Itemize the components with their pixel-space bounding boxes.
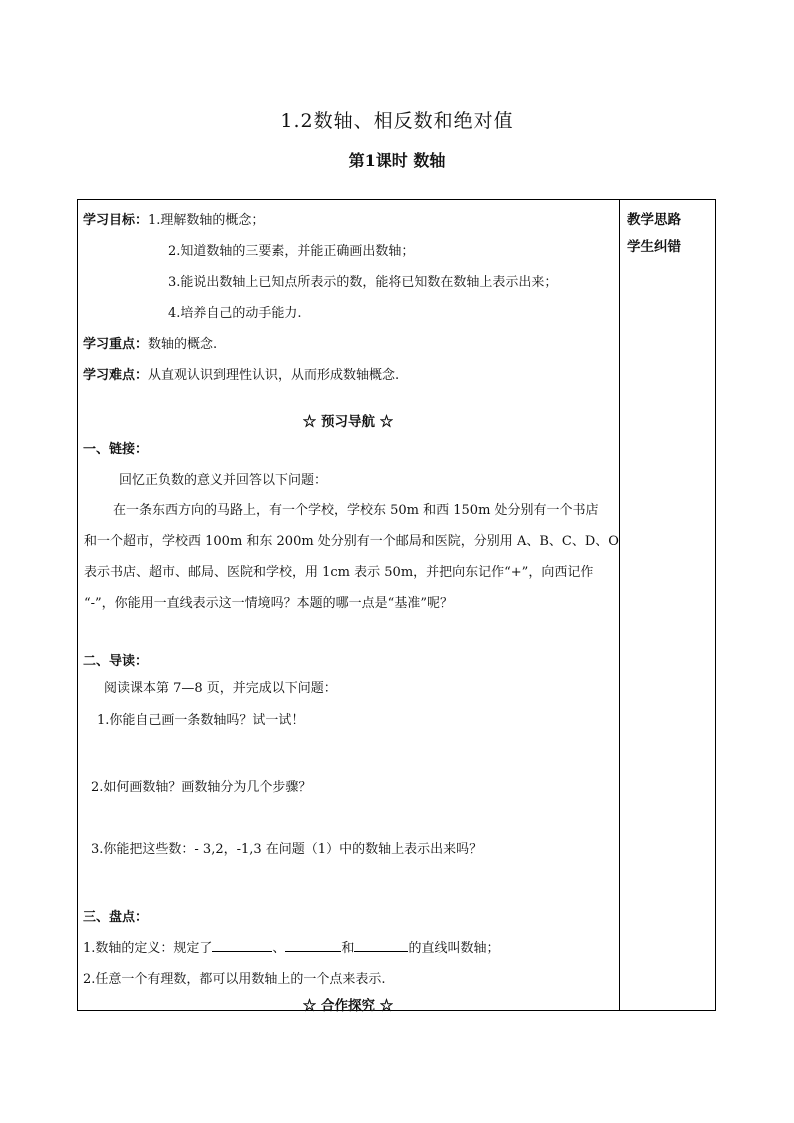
problem-line: “-”，你能用一直线表示这一情境吗？本题的哪一点是“基准”呢？	[84, 596, 453, 611]
guide-question: 2.如何画数轴？画数轴分为几个步骤？	[91, 780, 312, 795]
sidebar-corrections: 学生纠错	[627, 239, 681, 255]
objective-item: 2.知道数轴的三要素，并能正确画出数轴；	[168, 244, 415, 259]
key-point-text: 数轴的概念.	[148, 337, 218, 352]
column-divider	[619, 199, 620, 1011]
section2-intro: 阅读课本第 7—8 页，并完成以下问题：	[104, 681, 337, 696]
sidebar-teaching-ideas: 教学思路	[627, 212, 681, 228]
definition-suffix: 的直线叫数轴；	[408, 941, 500, 956]
fill-blank-3[interactable]	[354, 937, 408, 952]
page-title: 1.2数轴、相反数和绝对值	[280, 110, 514, 132]
preview-heading: ☆ 预习导航 ☆	[302, 414, 394, 430]
objective-item: 1.理解数轴的概念；	[148, 213, 265, 228]
objective-row-1	[83, 209, 264, 228]
section1-intro: 回忆正负数的意义并回答以下问题：	[119, 473, 328, 488]
summary-item-1	[83, 937, 499, 956]
fill-blank-2[interactable]	[285, 937, 341, 952]
cooperate-heading: ☆ 合作探究 ☆	[302, 998, 394, 1014]
objective-item: 3.能说出数轴上已知点所表示的数，能将已知数在数轴上表示出来；	[168, 275, 558, 290]
section3-heading: 三、盘点：	[83, 910, 149, 925]
difficulty-text: 从直观认识到理性认识，从而形成数轴概念.	[148, 368, 400, 383]
lesson-subtitle: 第1课时 数轴	[348, 151, 446, 170]
definition-prefix: 1.数轴的定义：规定了	[83, 941, 213, 956]
definition-separator: 和	[341, 941, 355, 956]
definition-separator: 、	[272, 941, 286, 956]
section2-heading: 二、导读：	[83, 654, 149, 669]
objectives-label: 学习目标：	[83, 213, 149, 228]
guide-question: 1.你能自己画一条数轴吗？试一试！	[97, 713, 305, 728]
key-point-row	[83, 333, 217, 352]
problem-line: 和一个超市，学校西 100m 和东 200m 处分别有一个邮局和医院，分别用 A、B、C、D、O	[84, 534, 619, 549]
problem-line: 在一条东西方向的马路上，有一个学校，学校东 50m 和西 150m 处分别有一个书店	[113, 503, 599, 518]
section1-heading: 一、链接：	[83, 442, 149, 457]
guide-question: 3.你能把这些数：- 3,2，-1,3 在问题（1）中的数轴上表示出来吗？	[91, 842, 483, 857]
fill-blank-1[interactable]	[212, 937, 272, 952]
difficulty-label: 学习难点：	[83, 368, 149, 383]
key-point-label: 学习重点：	[83, 337, 149, 352]
problem-line: 表示书店、超市、邮局、医院和学校，用 1cm 表示 50m，并把向东记作“+”，向西记作	[84, 565, 594, 580]
summary-item-2: 2.任意一个有理数，都可以用数轴上的一个点来表示.	[83, 972, 386, 987]
difficulty-row	[83, 364, 399, 383]
objective-item: 4.培养自己的动手能力.	[168, 306, 302, 321]
